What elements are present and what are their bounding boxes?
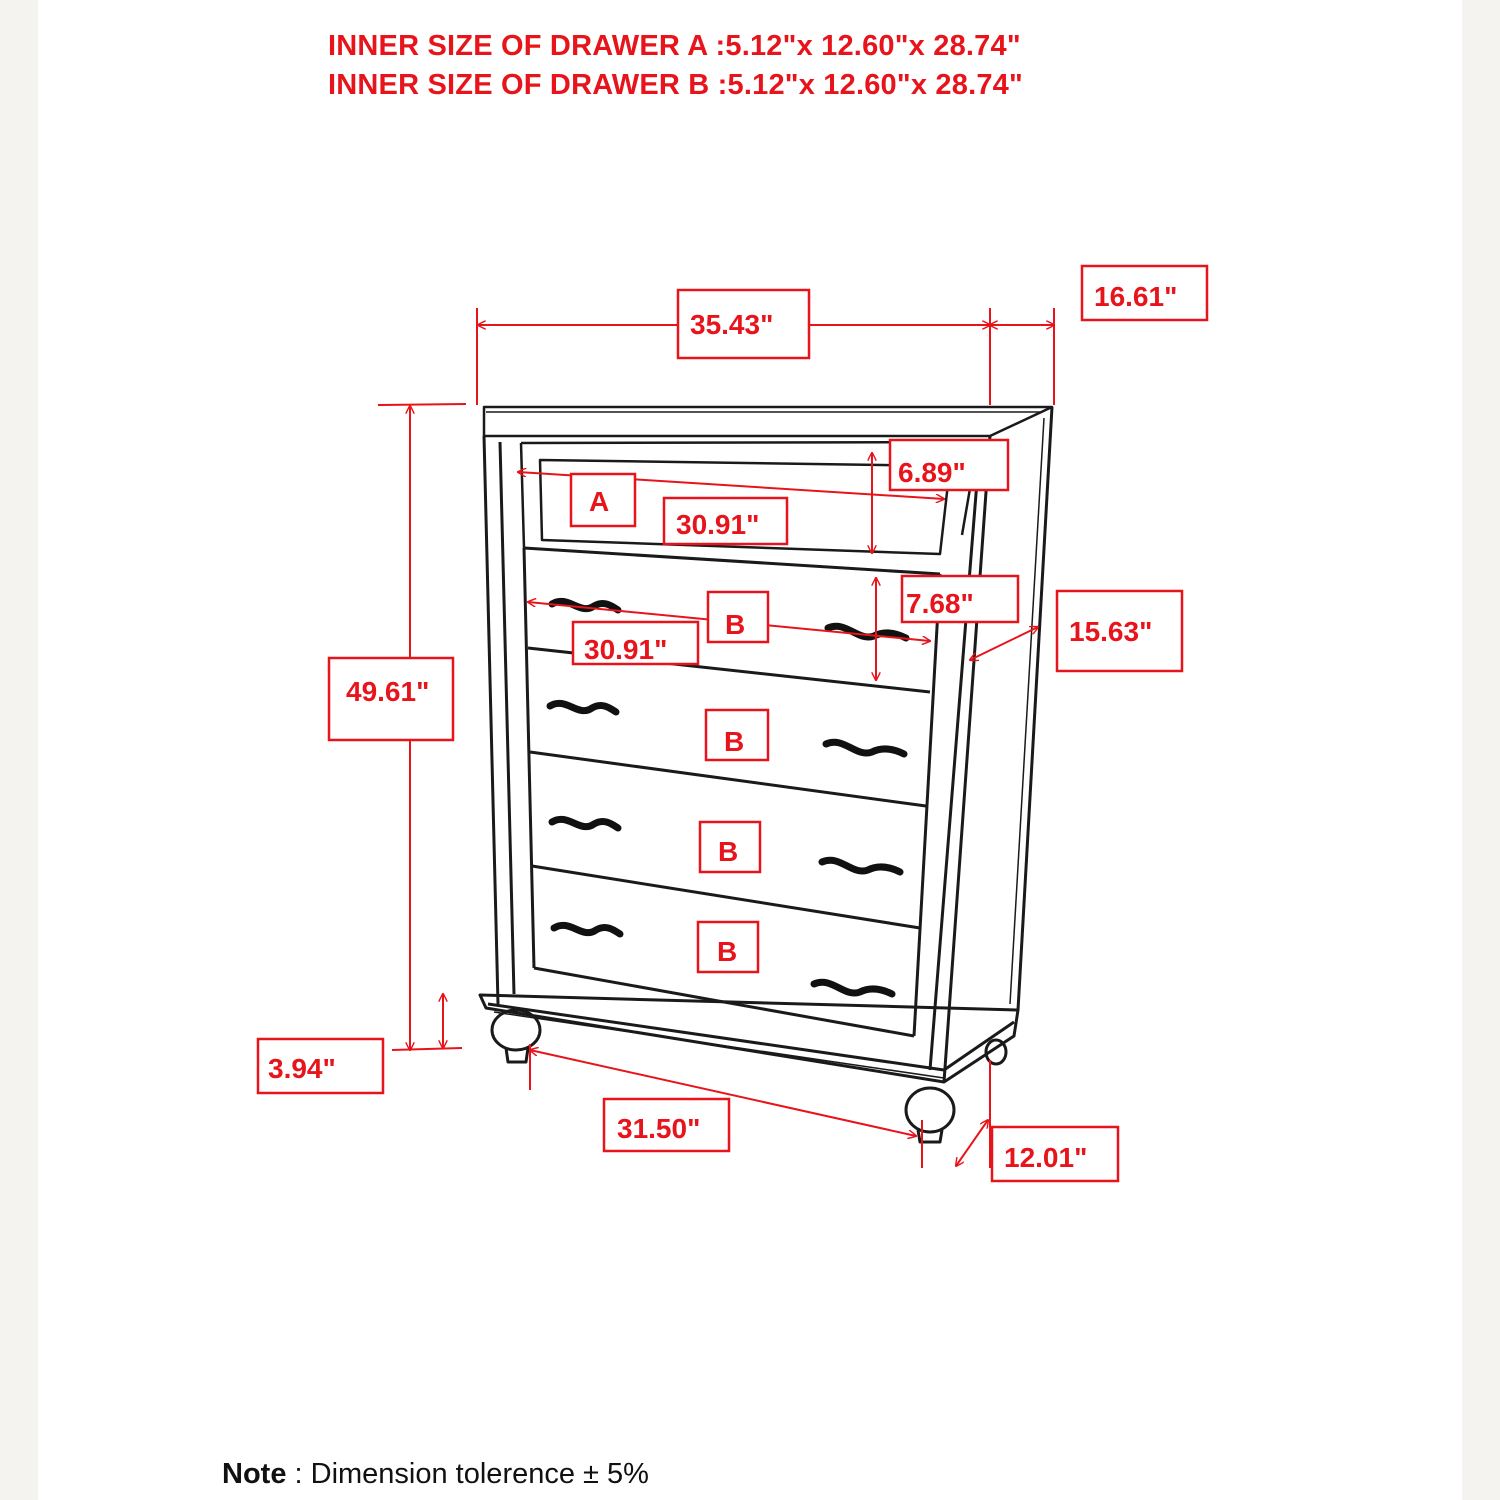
leg-height-label: 3.94" [268,1053,336,1084]
base-depth-label: 12.01" [1004,1142,1088,1173]
top-drawer-width-label: 30.91" [676,509,760,540]
drawer-b-height-label: 7.68" [906,588,974,619]
drawer-b2-label: B [724,726,745,757]
side-depth-label: 15.63" [1069,616,1153,647]
base-width-label: 31.50" [617,1113,701,1144]
drawer-b3-label: B [718,836,739,867]
note-label: Note [222,1458,287,1490]
drawer-b4-label: B [717,936,738,967]
drawer-b1-label: B [725,609,746,640]
drawer-b-inner-size: INNER SIZE OF DRAWER B :5.12"x 12.60"x 28.74" [328,69,1023,101]
tolerance-note [222,1458,649,1491]
drawer-a-inner-size: INNER SIZE OF DRAWER A :5.12"x 12.60"x 28.74" [328,30,1021,62]
overall-height-label: 49.61" [346,676,430,707]
overall-depth-label: 16.61" [1094,281,1178,312]
drawer-a-label: A [589,486,610,517]
top-drawer-height-label: 6.89" [898,457,966,488]
dimension-boxes [258,266,1207,1181]
note-text: : Dimension tolerence ± 5% [286,1458,649,1490]
drawer-b-width-label: 30.91" [584,634,668,665]
overall-width-label: 35.43" [690,309,774,340]
